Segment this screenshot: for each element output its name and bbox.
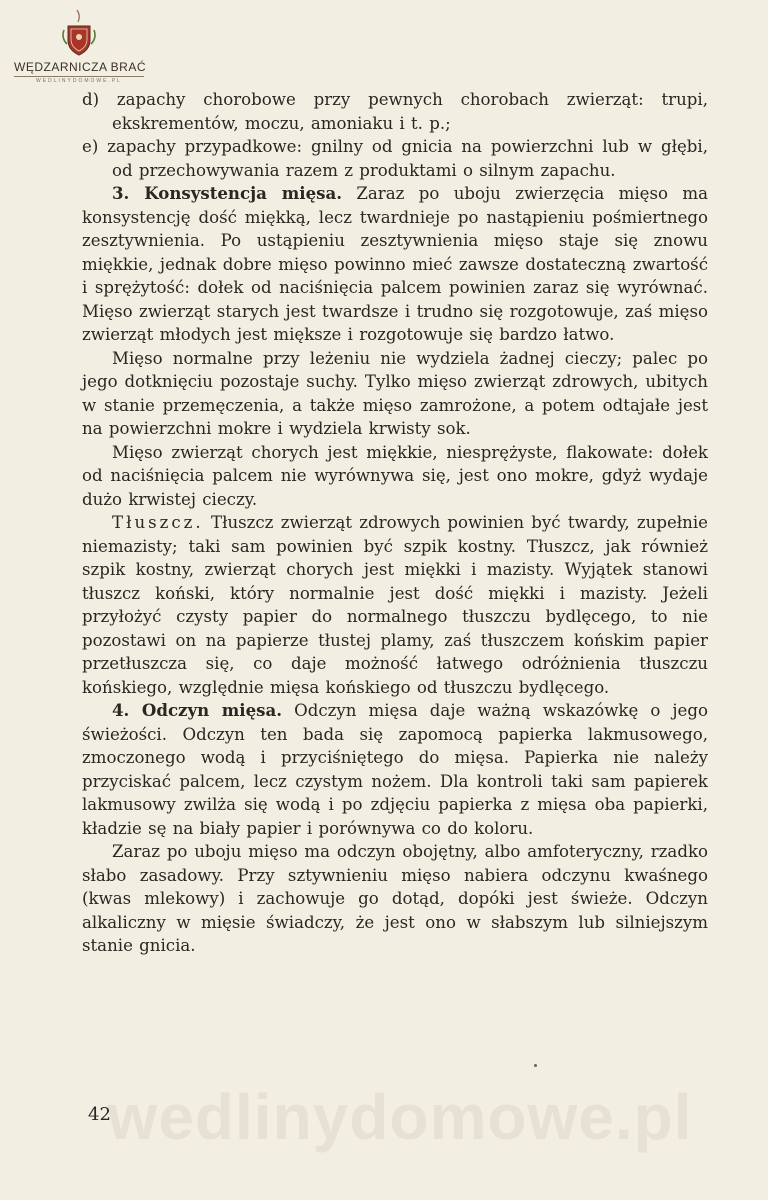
brand-divider	[14, 76, 144, 77]
list-item-e: e) zapachy przypadkowe: gnilny od gnicia na powierzchni lub w głębi, od przechowywania razem z produktami o silnym zapachu.	[82, 137, 708, 180]
crest-icon	[59, 8, 99, 58]
page-number: 42	[88, 1104, 111, 1125]
watermark: wedlinydomowe.pl	[107, 1081, 693, 1153]
paragraph: Zaraz po uboju mięso ma odczyn obojętny, albo amfoteryczny, rzadko słabo zasadowy. Przy sztywnieniu mięso nabiera odczynu kwaśnego (kwas mlekowy) i zachowuje go dotąd, dopóki jest świeże. Odczyn alkaliczny w mięsie świadczy, że jest ono w słabszym lub silniejszym stanie gnicia.	[82, 842, 708, 955]
brand-name: WĘDZARNICZA BRAĆ	[14, 60, 147, 74]
section-heading: 4. Odczyn mięsa.	[112, 700, 283, 720]
section-heading: 3. Konsystencja mięsa.	[112, 183, 343, 203]
section-text: Odczyn mięsa daje ważną wskazówkę o jego świeżości. Odczyn ten bada się zapomocą papierka lakmusowego, zmoczonego wodą i przyciśniętego do mięsa. Papierka nie należy przyciskać palcem, lecz czystym nożem. Dla kontroli taki sam papierek lakmusowy zwilża się wodą i po zdjęciu papierka z mięsa oba papierki, kładzie sę na biały papier i porównywa co do koloru.	[82, 701, 708, 838]
page-body	[82, 88, 708, 958]
section-text: Zaraz po uboju zwierzęcia mięso ma konsystencję dość miękką, lecz twardnieje po nastąpieniu pośmiertnego zesztywnienia. Po ustąpieniu zesztywnienia mięso staje się znowu miękkie, jednak dobre mięso powinno mieć zawsze dostateczną zwartość i sprężytość: dołek od naciśnięcia palcem powinien zaraz się wyrównać. Mięso zwierząt starych jest twardsze i trudno się rozgotowuje, zaś mięso zwierząt młodych jest miększe i rozgotowuje się bardzo łatwo.	[82, 184, 708, 344]
brand-subtitle: WEDLINYDOMOWE.PL	[36, 78, 122, 84]
section-reaction	[82, 699, 708, 840]
section-consistency	[82, 182, 708, 347]
section-fat	[82, 511, 708, 699]
site-logo[interactable]	[14, 8, 147, 84]
paragraph: Mięso zwierząt chorych jest miękkie, niesprężyste, flakowate: dołek od naciśnięcia palcem nie wyrównywa się, jest ono mokre, gdyż wydaje dużo krwistej cieczy.	[82, 442, 708, 509]
list-item-d: d) zapachy chorobowe przy pewnych chorobach zwierząt: trupi, ekskrementów, moczu, amoniaku i t. p.;	[82, 90, 708, 133]
paragraph: Mięso normalne przy leżeniu nie wydziela żadnej cieczy; palec po jego dotknięciu pozostaje suchy. Tylko mięso zwierząt zdrowych, ubitych w stanie przemęczenia, a także mięso zamrożone, a potem odtajałe jest na powierzchni mokre i wydziela krwisty sok.	[82, 348, 708, 438]
bullet-dot	[534, 1064, 537, 1067]
section-heading: Tłuszcz.	[112, 513, 204, 532]
section-text: Tłuszcz zwierząt zdrowych powinien być twardy, zupełnie niemazisty; taki sam powinien być szpik kostny. Tłuszcz, jak również szpik kostny, zwierząt chorych jest miękki i mazisty. Wyjątek stanowi tłuszcz koński, który normalnie jest dość miękki i mazisty. Jeżeli przyłożyć czysty papier do normalnego tłuszczu bydlęcego, to nie pozostawi on na papierze tłustej plamy, zaś tłuszczem końskim papier przetłuszcza się, co daje możność łatwego odróżnienia tłuszczu końskiego, względnie mięsa końskiego od tłuszczu bydlęcego.	[82, 513, 708, 697]
